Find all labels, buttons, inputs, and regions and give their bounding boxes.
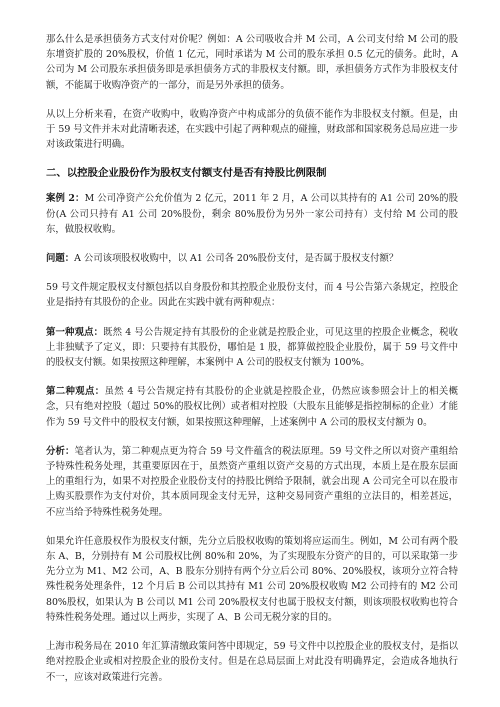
paragraph-shanghai-policy: 上海市税务局在 2010 年汇算清缴政策问答中即规定，59 号文件中以控股企业的股权支付，是指以绝对控股企业或相对控股企业的股份支付。但是在总局层面上对此没有明确界定，会造成各地执行不一，应该对政策进行完善。 [46,641,458,683]
paragraph-question [46,251,458,266]
question-label: 问题： [46,253,75,265]
paragraph-case-2 [46,191,458,237]
case-label: 案例 2： [46,193,85,205]
paragraph-view-2 [46,384,458,430]
view-1-text: 既然 4 号公告规定持有其股份的企业就是控股企业，可见这里的控股企业概念，税收上非独赋予了定义，即：只要持有其股份，哪怕是 1 股，都算做控股企业股份，属于 59 号文件中的股权支付额。如果按照这种理解，本案例中 A 公司的股权支付额为 100%。 [46,326,458,369]
case-text: M 公司净资产公允价值为 2 亿元，2011 年 2 月，A 公司以其持有的 A1 公司 20%的股份(A 公司只持有 A1 公司 20%股份，剩余 80%股份为另外一家公司持有）支付给 M 公司的股东，做股权收购。 [46,193,458,235]
paragraph-analysis-summary: 从以上分析来看，在资产收购中，收购净资产中构成部分的负债不能作为非股权支付额。但是，由于 59 号文件并未对此清晰表述，在实践中引起了两种观点的碰撞，财政部和国家税务总局应进一步对该政策进行明确。 [46,108,458,151]
analysis-text: 笔者认为，第二种观点更为符合 59 号文件蕴含的税法原理。59 号文件之所以对资产重组给予特殊性税务处理，其重要原因在于，虽然资产重组以资产交易的方式出现，本质上是在股东层面上的重组行为，如果不对控股企业股份支付的持股比例给予限制，就会出现 A 公司完全可以在股市上购买股票作为支付对价，其本质同现金支付无异，这种交易同资产重组的立法目的，相差甚远，不应当给予特殊性税务处理。 [46,445,458,518]
paragraph-analysis [46,444,458,520]
view-2-label: 第二种观点： [46,386,105,398]
question-text: A 公司该项股权收购中，以 A1 公司各 20%股份支付，是否属于股权支付额？ [74,253,399,265]
paragraph-split-then-acquire: 如果允许任意股权作为股权支付额，先分立后股权收购的策划将应运而生。例如，M 公司有两个股东 A、B，分别持有 M 公司股权比例 80%和 20%，为了实现股东分资产的目的，可以采取第一步先分立为 M1、M2 公司，A、B 股东分别持有两个分立后公司 80%、20%股权，该项分立符合特殊性税务处理条件，12 个月后 B 公司以其持有 M1 公司 20%股权收购 M2 公司持有的 M2 公司 80%股权，如果认为 B 公司以 M1 公司 20%股权支付也属于股权支付额，则该项股权收购也符合特殊性税务处理。通过以上两步，实现了 A、B 公司无税分家的目的。 [46,535,458,623]
paragraph-view-1 [46,325,458,371]
paragraph-debt-payment: 那么什么是承担债务方式支付对价呢？例如：A 公司吸收合并 M 公司，A 公司支付给 M 公司的股东增资扩股的 20%股权，价值 1 亿元，同时承诺为 M 公司的股东承担 0.5 亿元的债务。此时，A 公司为 M 公司股东承担债务即是承担债务方式的非股权支付额。即，承担债务方式作为非股权支付额，不能属于收购净资产的一部分，而是另外承担的债务。 [46,34,458,91]
view-1-label: 第一种观点： [46,326,104,338]
paragraph-two-views-intro: 59 号文件规定股权支付额包括以自身股份和其控股企业股份支付，而 4 号公告第六条规定，控股企业是指持有其股份的企业。因此在实践中就有两种观点： [46,282,458,309]
view-2-text: 虽然 4 号公告规定持有其股份的企业就是控股企业，仍然应该参照会计上的相关概念，只有绝对控股（超过 50%的股权比例）或者相对控股（大股东且能够是指控制标的企业）才能作为 59 号文件中的股权支付额，如果按照这种理解，上述案例中 A 公司的股权支付额为 0。 [46,386,458,428]
section-heading-2: 二、以控股企业股份作为股权支付额支付是否有持股比例限制 [46,167,327,180]
analysis-label: 分析： [46,445,75,457]
